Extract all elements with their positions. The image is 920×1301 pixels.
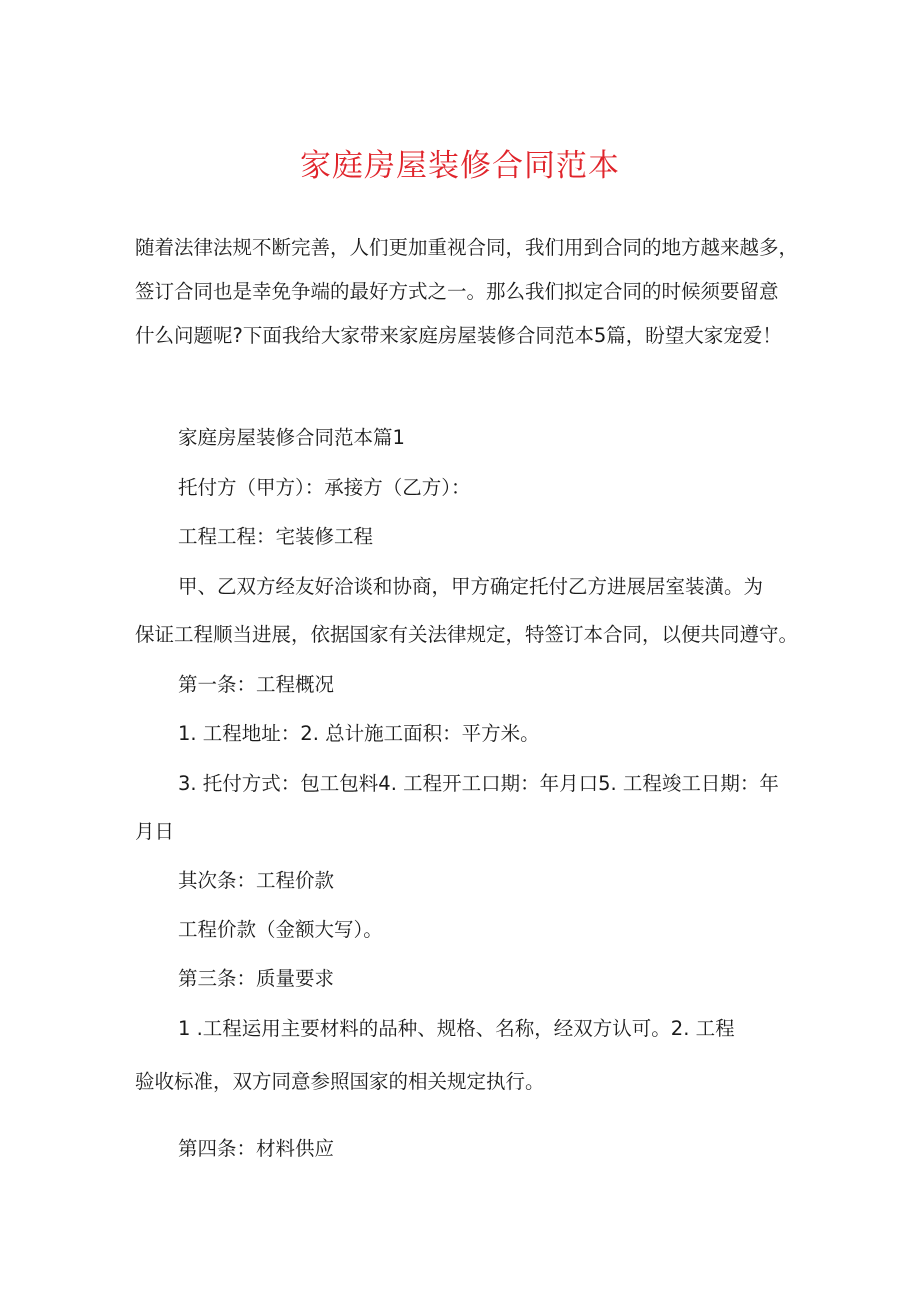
article-1-item: 3. 托付方式：包工包料4. 工程开工口期：年月口5. 工程竣工日期：年 [178, 772, 779, 795]
document-title: 家庭房屋装修合同范本 [300, 148, 620, 184]
intro-paragraph [135, 226, 799, 358]
parties-line: 托付方（甲方）：承接方（乙方）： [178, 476, 471, 499]
article-3-item-continued: 验收标准，双方同意参照国家的相关规定执行。 [135, 1070, 545, 1093]
article-2-body: 工程价款（金额大写）。 [178, 918, 383, 941]
project-line: 工程工程：宅装修工程 [178, 525, 374, 548]
section-heading: 家庭房屋装修合同范本篇1 [178, 426, 405, 449]
intro-line: 签订合同也是幸免争端的最好方式之一。那么我们拟定合同的时候须要留意 [135, 280, 779, 303]
article-2-title: 其次条：工程价款 [178, 869, 335, 892]
article-3-title: 第三条：质量要求 [178, 967, 335, 990]
article-4-title: 第四条：材料供应 [178, 1137, 335, 1160]
article-1-title: 第一条：工程概况 [178, 673, 335, 696]
preamble-line: 甲、乙双方经友好洽谈和协商，甲方确定托付乙方进展居室装潢。为 [178, 575, 764, 598]
preamble-line: 保证工程顺当进展，依据国家有关法律规定，特签订本合同，以便共同遵守。 [135, 623, 799, 646]
article-3-item: 1 .工程运用主要材料的品种、规格、名称，经双方认可。2. 工程 [178, 1017, 735, 1040]
article-1-item-continued: 月日 [135, 820, 175, 843]
article-1-item: 1. 工程地址：2. 总计施工面积：平方米。 [178, 722, 540, 745]
intro-line: 什么问题呢?下面我给大家带来家庭房屋装修合同范本5篇，盼望大家宠爱！ [135, 324, 782, 347]
intro-line: 随着法律法规不断完善，人们更加重视合同，我们用到合同的地方越来越多， [135, 236, 799, 259]
